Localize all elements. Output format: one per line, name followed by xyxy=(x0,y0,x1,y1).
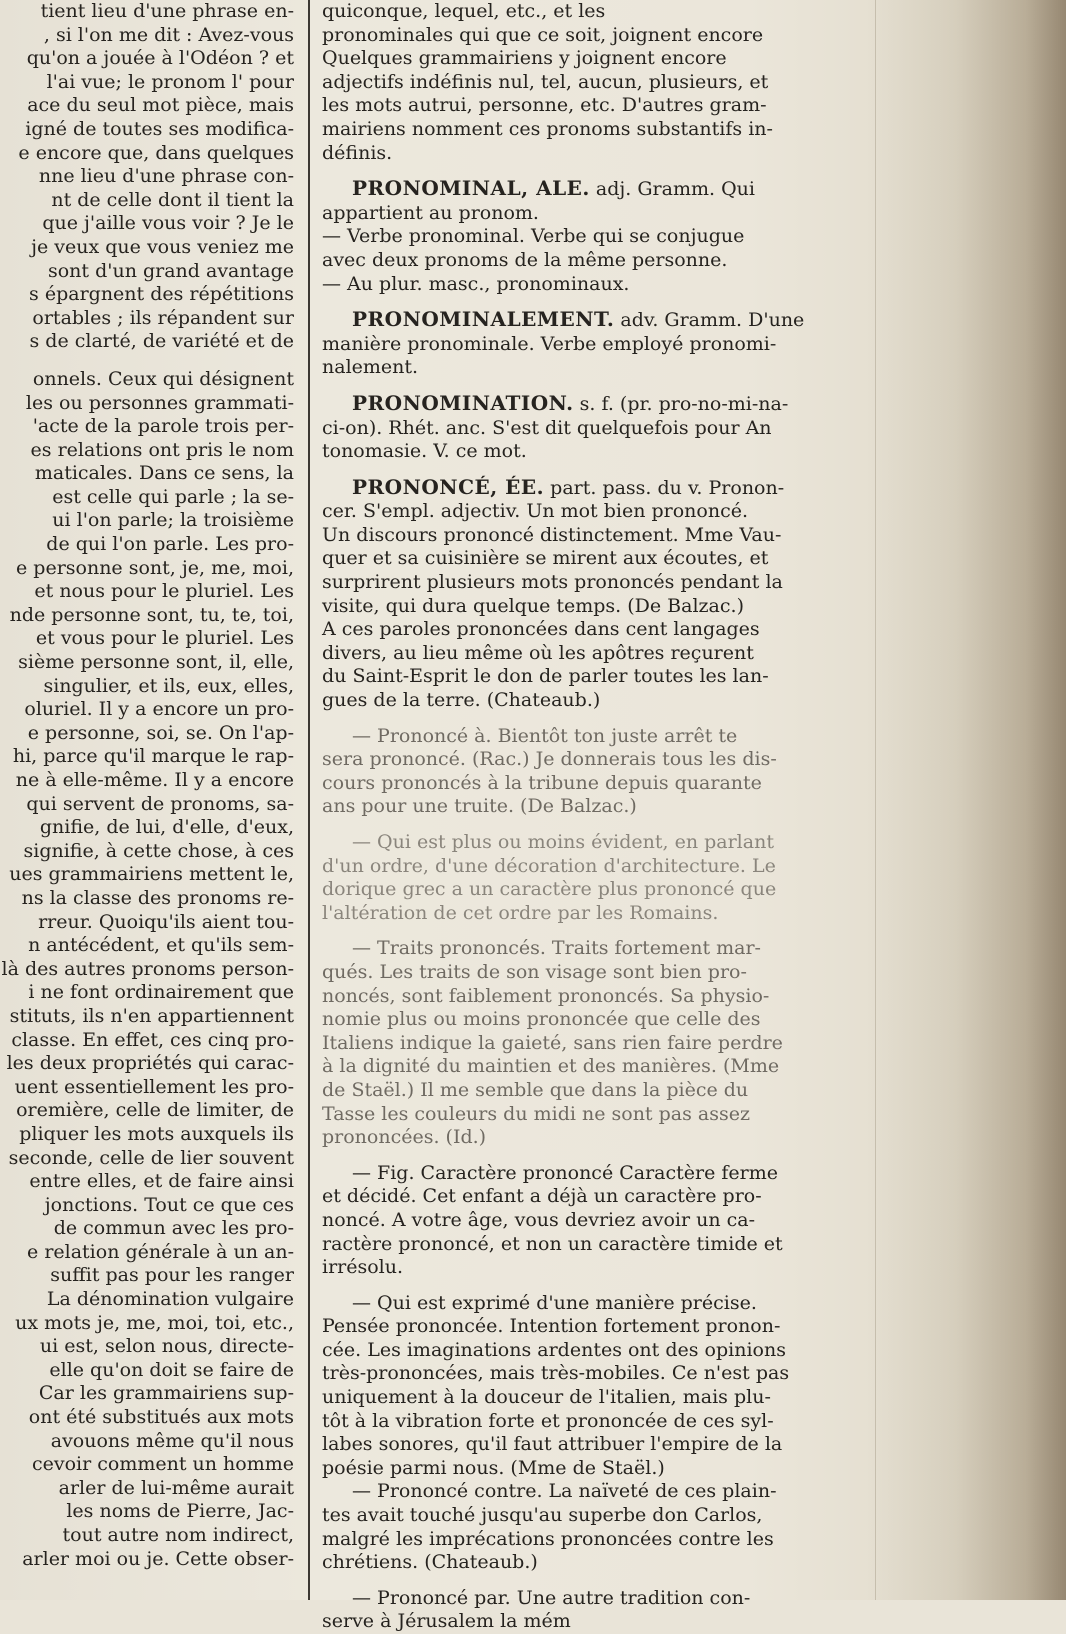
paragraph-gap xyxy=(322,1280,852,1292)
text-line: serve à Jérusalem la mém xyxy=(322,1610,571,1633)
text-line: sera prononcé. (Rac.) Je donnerais tous les dis- xyxy=(322,748,777,771)
right-column xyxy=(322,0,852,1633)
text-line: chrétiens. (Chateaub.) xyxy=(322,1551,538,1574)
text-line: que j'aille vous voir ? Je le xyxy=(42,212,294,235)
text-line: qui servent de pronoms, sa- xyxy=(26,792,294,815)
text-line: seconde, celle de lier souvent xyxy=(8,1146,294,1169)
sense-prononce-contre xyxy=(322,1480,852,1574)
headword-prononce: PRONONCÉ, ÉE. xyxy=(352,474,545,499)
entry-pronominalement-body xyxy=(322,333,852,380)
text-line: singulier, et ils, eux, elles, xyxy=(43,674,294,697)
paragraph-gap xyxy=(322,713,852,725)
text-line: appartient au pronom. xyxy=(322,201,539,224)
text-line: e encore que, dans quelques xyxy=(18,141,294,164)
text-line: ont été substitués aux mots xyxy=(28,1406,294,1429)
text-line: tout autre nom indirect, xyxy=(62,1524,294,1546)
text-line: là des autres pronoms person- xyxy=(1,957,294,980)
text-line: elle qu'on doit se faire de xyxy=(49,1358,294,1381)
text-line: surprirent plusieurs mots prononcés pendant la xyxy=(322,571,783,594)
text-line: les deux propriétés qui carac- xyxy=(6,1052,294,1075)
text-line: cevoir comment un homme xyxy=(32,1453,294,1476)
text-line: oluriel. Il y a encore un pro- xyxy=(24,698,294,721)
text-line: 'acte de la parole trois per- xyxy=(32,415,294,438)
headword-pronomination: PRONOMINATION. xyxy=(352,390,574,415)
text-line: Italiens indique la gaieté, sans rien faire perdre xyxy=(322,1031,783,1054)
text-line: nt de celle dont il tient la xyxy=(51,188,294,211)
paragraph-gap xyxy=(322,819,852,831)
entry-pronomination-body xyxy=(322,417,852,464)
text-line: quiconque, lequel, etc., et les xyxy=(322,0,606,22)
text-line: les mots autrui, personne, etc. D'autres gram- xyxy=(322,94,767,117)
text-line: avec deux pronoms de la même personne. xyxy=(322,248,728,271)
text-line: oremière, celle de limiter, de xyxy=(16,1099,294,1122)
column-divider xyxy=(308,0,310,1600)
text-line: labes sonores, qu'il faut attribuer l'empire de la xyxy=(322,1433,783,1456)
intro-block xyxy=(322,0,852,165)
text-line: arler de lui-même aurait xyxy=(58,1476,294,1499)
text-line: visite, qui dura quelque temps. (De Balzac.) xyxy=(322,594,744,617)
sense-prononce-a xyxy=(322,725,852,819)
text-line: stituts, ils n'en appartiennent xyxy=(9,1004,294,1027)
headword-pronominal: PRONOMINAL, ALE. xyxy=(352,176,590,201)
entry-prononce-first-line xyxy=(322,476,852,501)
sense-prononce-par xyxy=(322,1587,852,1634)
text-line: La dénomination vulgaire xyxy=(46,1288,294,1311)
text-line: Quelques grammairiens y joignent encore xyxy=(322,47,727,70)
text-line: ui est, selon nous, directe- xyxy=(39,1335,294,1358)
text-line: ortables ; ils répandent sur xyxy=(32,306,294,329)
text-line: quer et sa cuisinière se mirent aux écoutes, et xyxy=(322,547,769,570)
left-column-top-block xyxy=(0,0,294,354)
text-line: cer. S'empl. adjectiv. Un mot bien prononcé. xyxy=(322,500,749,523)
sense-precise xyxy=(322,1292,852,1481)
entry-pronomination-first-line xyxy=(322,392,852,417)
headword-pronominalement: PRONOMINALEMENT. xyxy=(352,307,615,332)
text-line: avouons même qu'il nous xyxy=(50,1429,294,1452)
text-line: — Qui est exprimé d'une manière précise. xyxy=(352,1291,757,1314)
page-binding-shadow xyxy=(866,0,1066,1600)
text-line: l'ai vue; le pronom l' pour xyxy=(46,70,294,93)
text-line: malgré les imprécations prononcées contre les xyxy=(322,1527,774,1550)
text-line: cours prononcés à la tribune depuis quarante xyxy=(322,771,762,794)
text-line: ci-on). Rhét. anc. S'est dit quelquefois pour An xyxy=(322,416,772,439)
text-line: sont d'un grand avantage xyxy=(47,259,294,282)
text-line: A ces paroles prononcées dans cent langages xyxy=(322,618,760,641)
paragraph-gap xyxy=(322,925,852,937)
text-line: cée. Les imaginations ardentes ont des opinions xyxy=(322,1338,786,1361)
text-line: gues de la terre. (Chateaub.) xyxy=(322,689,601,712)
text-line: ans pour une truite. (De Balzac.) xyxy=(322,795,637,818)
paragraph-gap xyxy=(322,1575,852,1587)
entry-text: adv. Gramm. D'une xyxy=(620,309,805,332)
text-line: — Verbe pronominal. Verbe qui se conjugue xyxy=(322,225,745,248)
text-line: entre elles, et de faire ainsi xyxy=(29,1170,294,1193)
text-line: adjectifs indéfinis nul, tel, aucun, plusieurs, et xyxy=(322,70,769,93)
text-line: pliquer les mots auxquels ils xyxy=(19,1122,294,1145)
text-line: qu'on a jouée à l'Odéon ? et xyxy=(26,47,294,70)
text-line: gnifie, de lui, d'elle, d'eux, xyxy=(39,816,294,839)
entry-prononce-body xyxy=(322,500,852,712)
text-line: ues grammairiens mettent le, xyxy=(9,863,294,886)
text-line: e relation générale à un an- xyxy=(27,1240,294,1263)
entry-text: s. f. (pr. pro-no-mi-na- xyxy=(579,392,789,415)
text-line: tonomasie. V. ce mot. xyxy=(322,440,527,463)
text-line: signifie, à cette chose, à ces xyxy=(23,839,294,862)
text-line: rreur. Quoiqu'ils aient tou- xyxy=(38,910,294,933)
text-line: — Prononcé à. Bientôt ton juste arrêt te xyxy=(352,724,738,747)
text-line: tient lieu d'une phrase en- xyxy=(40,0,294,22)
text-line: et vous pour le pluriel. Les xyxy=(35,627,294,650)
text-line: — Qui est plus ou moins évident, en parlant xyxy=(352,831,774,853)
text-line: — Au plur. masc., pronominaux. xyxy=(322,272,630,295)
text-line: Car les grammairiens sup- xyxy=(38,1382,294,1405)
text-line: igné de toutes ses modifica- xyxy=(25,117,294,140)
text-line: poésie parmi nous. (Mme de Staël.) xyxy=(322,1456,665,1479)
text-line: ne à elle-même. Il y a encore xyxy=(15,769,294,791)
text-line: divers, au lieu même où les apôtres reçurent xyxy=(322,641,754,664)
text-line: de qui l'on parle. Les pro- xyxy=(46,533,294,556)
text-line: noncés, sont faiblement prononcés. Sa physio- xyxy=(322,984,770,1007)
entry-pronominal-first-line xyxy=(322,177,852,202)
text-line: — Prononcé par. Une autre tradition con- xyxy=(352,1586,751,1609)
text-line: d'un ordre, d'une décoration d'architecture. Le xyxy=(322,854,776,877)
text-line: définis. xyxy=(322,141,393,164)
text-line: de commun avec les pro- xyxy=(53,1217,294,1240)
text-line: e personne, soi, se. On l'ap- xyxy=(27,721,294,744)
text-line: classe. En effet, ces cinq pro- xyxy=(11,1028,294,1051)
left-column-bottom-block xyxy=(0,368,294,1571)
text-line: tôt à la vibration forte et prononcée de ces syl- xyxy=(322,1409,774,1432)
text-line: — Traits prononcés. Traits fortement mar- xyxy=(352,937,761,960)
entry-pronominalement-first-line xyxy=(322,308,852,333)
paragraph-gap xyxy=(322,1150,852,1162)
text-line: noncé. A votre âge, vous devriez avoir un ca- xyxy=(322,1208,756,1231)
text-line: maticales. Dans ce sens, la xyxy=(34,462,294,485)
text-line: très-prononcées, mais très-mobiles. Ce n'est pas xyxy=(322,1362,790,1385)
text-line: e personne sont, je, me, moi, xyxy=(16,556,294,579)
text-line: les ou personnes grammati- xyxy=(25,391,294,414)
text-line: onnels. Ceux qui désignent xyxy=(32,367,294,390)
text-line: sième personne sont, il, elle, xyxy=(18,651,294,674)
text-line: manière pronominale. Verbe employé pronomi- xyxy=(322,332,777,355)
text-line: de Staël.) Il me semble que dans la pièce du xyxy=(322,1078,749,1101)
text-line: pronominales qui que ce soit, joignent encore xyxy=(322,23,764,46)
text-line: Un discours prononcé distinctement. Mme Vau- xyxy=(322,523,782,546)
text-line: suffit pas pour les ranger xyxy=(50,1264,294,1287)
text-line: uent essentiellement les pro- xyxy=(14,1075,294,1098)
text-line: irrésolu. xyxy=(322,1256,404,1279)
entry-pronominal-body xyxy=(322,202,852,296)
text-line: nalement. xyxy=(322,356,419,379)
text-line: uniquement à la douceur de l'italien, mais plu- xyxy=(322,1386,771,1409)
text-line: arler moi ou je. Cette obser- xyxy=(22,1547,294,1570)
text-line: et décidé. Cet enfant a déjà un caractère pro- xyxy=(322,1185,762,1208)
text-line: n antécédent, et qu'ils sem- xyxy=(28,934,294,957)
text-line: dorique grec a un caractère plus prononcé que xyxy=(322,878,777,901)
text-line: — Fig. Caractère prononcé Caractère ferme xyxy=(352,1161,779,1184)
text-line: l'altération de cet ordre par les Romains. xyxy=(322,901,719,924)
text-line: du Saint-Esprit le don de parler toutes les lan- xyxy=(322,665,769,688)
text-line: qués. Les traits de son visage sont bien pro- xyxy=(322,960,747,983)
text-line: ace du seul mot pièce, mais xyxy=(27,94,294,117)
text-line: s de clarté, de variété et de xyxy=(29,330,294,353)
sense-traits-prononces xyxy=(322,937,852,1149)
text-line: ractère prononcé, et non un caractère timide et xyxy=(322,1232,783,1255)
text-line: ns la classe des pronoms re- xyxy=(21,886,294,909)
text-line: ux mots je, me, moi, toi, etc., xyxy=(15,1311,294,1334)
sense-evident xyxy=(322,831,852,925)
text-line: es relations ont pris le nom xyxy=(30,438,294,461)
left-column xyxy=(0,0,300,1600)
text-line: tes avait touché jusqu'au superbe don Carlos, xyxy=(322,1504,763,1527)
text-line: jonctions. Tout ce que ces xyxy=(44,1193,294,1216)
text-line: hi, parce qu'il marque le rap- xyxy=(12,745,294,768)
text-line: Pensée prononcée. Intention fortement pronon- xyxy=(322,1315,781,1338)
text-line: les noms de Pierre, Jac- xyxy=(66,1500,294,1523)
text-line: — Prononcé contre. La naïveté de ces plain- xyxy=(352,1480,777,1503)
text-line: prononcées. (Id.) xyxy=(322,1126,487,1149)
text-line: à la dignité du maintien et des manières. (Mme xyxy=(322,1055,780,1078)
text-line: et nous pour le pluriel. Les xyxy=(34,580,294,603)
text-line: mairiens nomment ces pronoms substantifs in- xyxy=(322,117,773,140)
entry-text: part. pass. du v. Pronon- xyxy=(550,476,785,499)
text-line: nde personne sont, tu, te, toi, xyxy=(9,603,294,626)
text-line: i ne font ordinairement que xyxy=(28,981,294,1004)
text-line: ui l'on parle; la troisième xyxy=(52,509,294,532)
text-line: Tasse les couleurs du midi ne sont pas assez xyxy=(322,1102,750,1125)
text-line: s épargnent des répétitions xyxy=(29,283,294,306)
paragraph-gap xyxy=(0,354,294,368)
text-line: est celle qui parle ; la se- xyxy=(52,485,294,508)
text-line: je veux que vous veniez me xyxy=(31,235,294,258)
text-line: nne lieu d'une phrase con- xyxy=(38,165,294,188)
text-line: nomie plus ou moins prononcée que celle des xyxy=(322,1008,761,1031)
entry-text: adj. Gramm. Qui xyxy=(595,178,755,201)
text-line: , si l'on me dit : Avez-vous xyxy=(43,23,294,46)
sense-figure xyxy=(322,1162,852,1280)
